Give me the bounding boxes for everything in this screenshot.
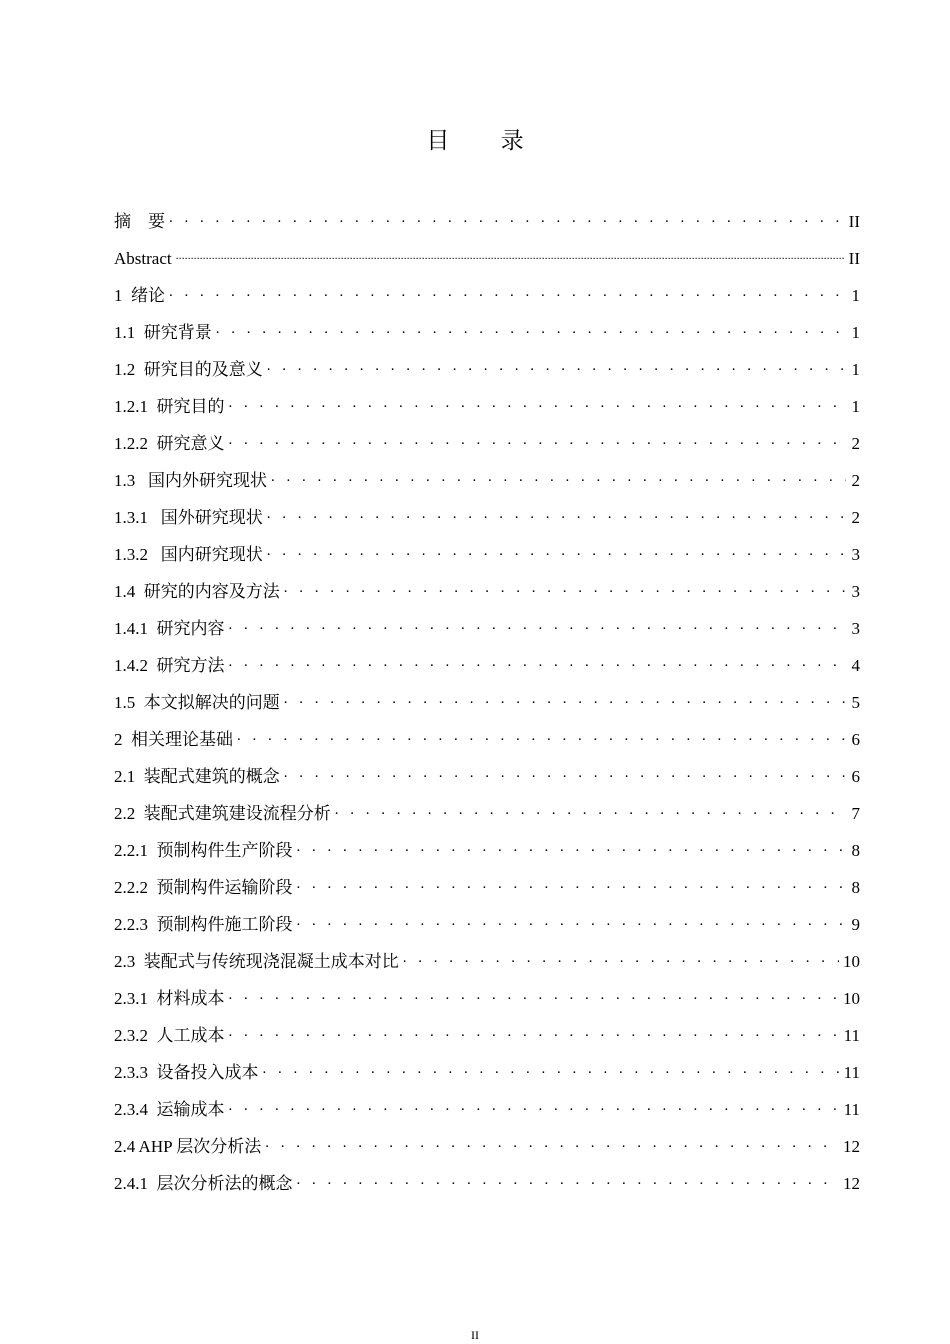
toc-leader-dots <box>403 951 839 973</box>
toc-entry-page: 12 <box>839 1136 860 1158</box>
toc-entry-label: 2.2.3 预制构件施工阶段 <box>114 914 297 936</box>
toc-entry-page: 2 <box>846 507 860 529</box>
toc-entry[interactable] <box>114 714 860 751</box>
toc-leader-dots <box>229 988 840 1010</box>
toc-entry-page: 10 <box>839 988 860 1010</box>
toc-leader-dots <box>297 914 847 936</box>
toc-entry[interactable] <box>114 381 860 418</box>
toc-entry-page: 1 <box>846 359 860 381</box>
toc-leader-dots <box>216 322 846 344</box>
toc-entry-label: 2.4 AHP 层次分析法 <box>114 1136 265 1158</box>
toc-leader-dots <box>284 581 846 603</box>
toc-entry[interactable] <box>114 233 860 270</box>
toc-leader-dots <box>267 507 846 529</box>
toc-entry-label: Abstract <box>114 248 176 270</box>
toc-leader-dots <box>229 1025 840 1047</box>
toc-leader-dots <box>284 692 846 714</box>
toc-leader-dots <box>176 248 845 270</box>
toc-entry-page: 5 <box>846 692 860 714</box>
toc-entry-label: 1.5 本文拟解决的问题 <box>114 692 284 714</box>
toc-entry[interactable] <box>114 307 860 344</box>
toc-entry-label: 1.2.1 研究目的 <box>114 396 229 418</box>
toc-entry[interactable] <box>114 1158 860 1195</box>
toc-entry-label: 1.3 国内外研究现状 <box>114 470 271 492</box>
page-number-footer: II <box>471 1328 479 1342</box>
toc-entry-page: 11 <box>840 1062 860 1084</box>
toc-leader-dots <box>229 433 847 455</box>
toc-entry-label: 2.3 装配式与传统现浇混凝土成本对比 <box>114 951 403 973</box>
toc-entry-page: 1 <box>846 396 860 418</box>
toc-entry[interactable] <box>114 862 860 899</box>
toc-entry-label: 2.2.2 预制构件运输阶段 <box>114 877 297 899</box>
toc-entry-page: 3 <box>846 618 860 640</box>
toc-leader-dots <box>229 618 847 640</box>
toc-entry-page: 10 <box>839 951 860 973</box>
toc-entry[interactable] <box>114 973 860 1010</box>
page-title: 目 录 <box>426 128 546 154</box>
toc-leader-dots <box>335 803 846 825</box>
toc-entry[interactable] <box>114 344 860 381</box>
toc-leader-dots <box>229 1099 840 1121</box>
toc-entry[interactable] <box>114 196 860 233</box>
toc-entry-label: 2.2.1 预制构件生产阶段 <box>114 840 297 862</box>
toc-entry[interactable] <box>114 825 860 862</box>
toc-entry-label: 2.4.1 层次分析法的概念 <box>114 1173 297 1195</box>
toc-entry-page: 8 <box>846 840 860 862</box>
toc-entry-label: 2.3.2 人工成本 <box>114 1025 229 1047</box>
toc-entry[interactable] <box>114 492 860 529</box>
toc-entry[interactable] <box>114 1010 860 1047</box>
toc-leader-dots <box>229 655 847 677</box>
toc-entry-label: 2.3.3 设备投入成本 <box>114 1062 263 1084</box>
toc-entry-label: 1.2.2 研究意义 <box>114 433 229 455</box>
toc-entry[interactable] <box>114 936 860 973</box>
toc-entry[interactable] <box>114 788 860 825</box>
toc-entry-page: 2 <box>846 470 860 492</box>
toc-entry[interactable] <box>114 1047 860 1084</box>
toc-entry-page: 11 <box>840 1099 860 1121</box>
toc-entry-page: 4 <box>846 655 860 677</box>
toc-entry[interactable] <box>114 529 860 566</box>
toc-entry-page: 3 <box>846 544 860 566</box>
toc-leader-dots <box>271 470 846 492</box>
toc-entry-label: 2.1 装配式建筑的概念 <box>114 766 284 788</box>
toc-entry-page: 11 <box>840 1025 860 1047</box>
toc-leader-dots <box>229 396 847 418</box>
toc-entry[interactable] <box>114 418 860 455</box>
toc-entry-label: 1.3.1 国外研究现状 <box>114 507 267 529</box>
toc-entry-label: 1.1 研究背景 <box>114 322 216 344</box>
toc-leader-dots <box>284 766 846 788</box>
toc-entry[interactable] <box>114 677 860 714</box>
toc-entry[interactable] <box>114 1121 860 1158</box>
toc-entry-page: 3 <box>846 581 860 603</box>
toc-entry-page: 7 <box>846 803 860 825</box>
toc-entry-label: 2.3.4 运输成本 <box>114 1099 229 1121</box>
toc-entry[interactable] <box>114 455 860 492</box>
toc-leader-dots <box>169 211 845 233</box>
toc-leader-dots <box>263 1062 840 1084</box>
toc-entry-label: 1.3.2 国内研究现状 <box>114 544 267 566</box>
toc-entry-label: 1 绪论 <box>114 285 169 307</box>
toc-entry-page: II <box>845 248 860 270</box>
toc-entry[interactable] <box>114 603 860 640</box>
toc-entry-label: 1.4 研究的内容及方法 <box>114 581 284 603</box>
toc-entry-label: 1.2 研究目的及意义 <box>114 359 267 381</box>
toc-leader-dots <box>267 359 846 381</box>
toc-entry-page: 6 <box>846 766 860 788</box>
toc-entry-page: 1 <box>846 285 860 307</box>
toc-leader-dots <box>297 840 847 862</box>
toc-entry[interactable] <box>114 1084 860 1121</box>
toc-entry-page: 8 <box>846 877 860 899</box>
toc-entry-label: 1.4.2 研究方法 <box>114 655 229 677</box>
toc-entry[interactable] <box>114 270 860 307</box>
toc-entry-page: 6 <box>846 729 860 751</box>
toc-leader-dots <box>169 285 846 307</box>
toc-entry[interactable] <box>114 640 860 677</box>
toc-entry[interactable] <box>114 566 860 603</box>
toc-leader-dots <box>237 729 846 751</box>
toc-entry-label: 2 相关理论基础 <box>114 729 237 751</box>
toc-entry-page: 9 <box>846 914 860 936</box>
toc-entry[interactable] <box>114 899 860 936</box>
toc-entry-page: 1 <box>846 322 860 344</box>
toc-leader-dots <box>267 544 846 566</box>
toc-entry-label: 摘 要 <box>114 211 169 233</box>
toc-leader-dots <box>297 1173 840 1195</box>
toc-entry-page: 12 <box>839 1173 860 1195</box>
toc-entry-page: 2 <box>846 433 860 455</box>
toc-entry-label: 2.3.1 材料成本 <box>114 988 229 1010</box>
toc-leader-dots <box>297 877 847 899</box>
toc-entry-page: II <box>845 211 860 233</box>
toc-leader-dots <box>265 1136 839 1158</box>
toc-entry-label: 1.4.1 研究内容 <box>114 618 229 640</box>
table-of-contents <box>114 196 860 1195</box>
toc-entry[interactable] <box>114 751 860 788</box>
toc-entry-label: 2.2 装配式建筑建设流程分析 <box>114 803 335 825</box>
